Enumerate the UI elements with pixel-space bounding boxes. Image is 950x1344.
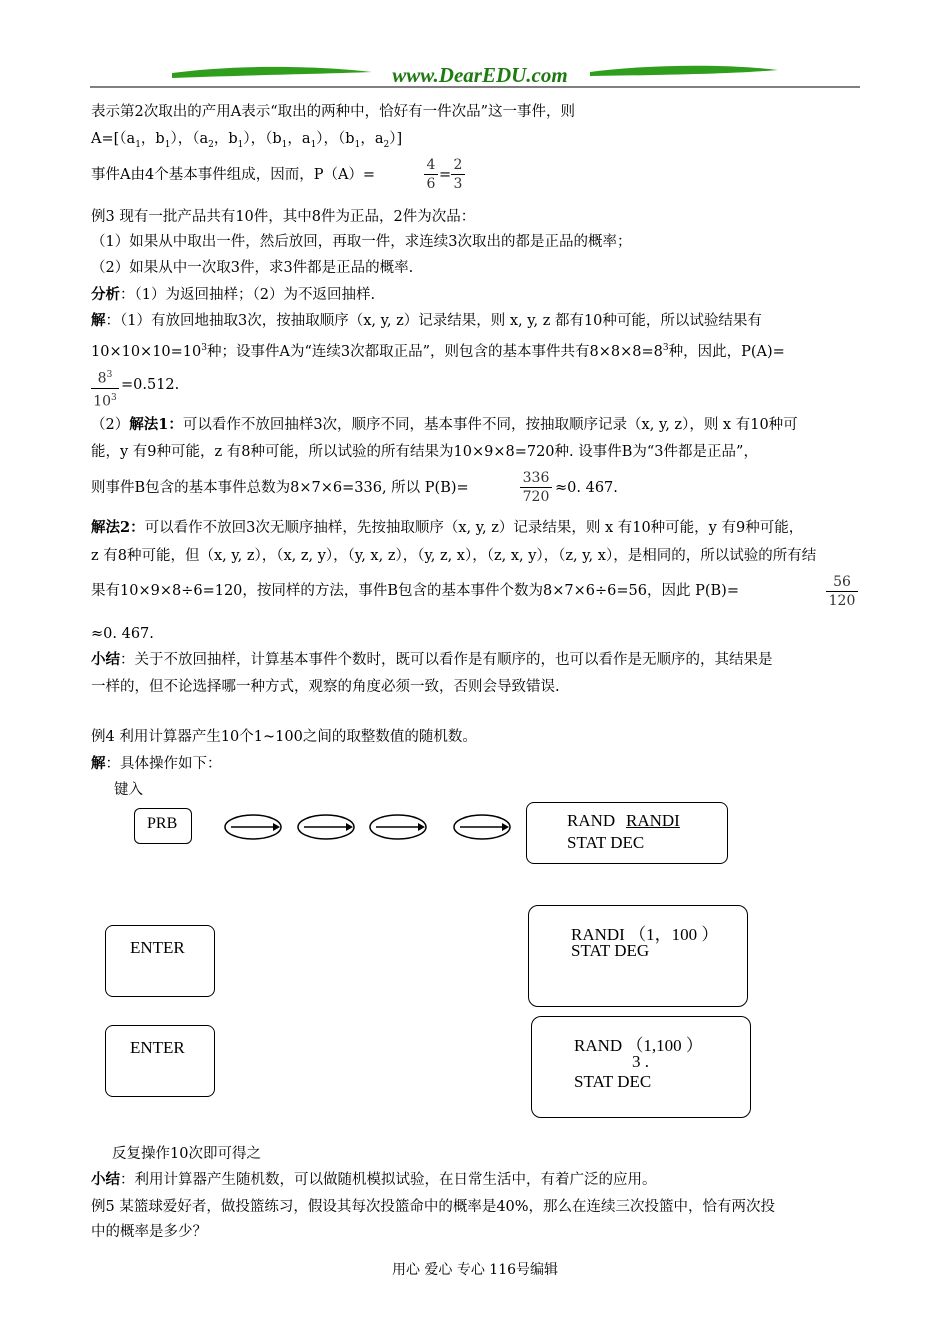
- result-0512: =0.512.: [121, 377, 180, 393]
- method-1-line-2: 能，y 有9种可能，z 有8种可能，所以试验的所有结果为10×9×8=720种. 设事件B为“3件都是正品”，: [91, 444, 758, 460]
- method-2-line-1: 解法2：可以看作不放回3次无顺序抽样，先按抽取顺序（x, y, z）记录结果，则 x 有10种可能，y 有9种可能，: [91, 519, 804, 536]
- arrow-icon: [368, 813, 428, 841]
- repeat-instruction: 反复操作10次即可得之: [112, 1146, 261, 1162]
- summary-2: 小结：利用计算器产生随机数，可以做随机模拟试验，在日常生活中，有着广泛的应用。: [91, 1171, 657, 1188]
- right-swoosh: [590, 66, 778, 76]
- method-2-line-2: z 有8种可能，但（x, y, z），（x, z, y），（y, x, z），（y, z, x），（z, x, y），（z, y, x），是相同的，所以试验的所有结: [91, 548, 817, 564]
- equals-sign: =: [439, 167, 452, 183]
- calculator-screen-3: RAND （1,100 ） 3 . STAT DEC: [531, 1016, 751, 1118]
- example-4-title: 例4 利用计算器产生10个1~100之间的取整数值的随机数。: [91, 729, 477, 745]
- page-footer: 用心 爱心 专心 116号编辑: [391, 1262, 559, 1278]
- calculator-screen-2: RANDI （1，100 ） STAT DEG: [528, 905, 748, 1007]
- calculator-screen-1: RAND RANDI STAT DEC: [526, 802, 728, 864]
- text-line-1: 表示第2次取出的产用A表示“取出的两种中，恰好有一件次品”这一事件，则: [91, 104, 576, 120]
- example-3-part-2: （2）如果从中一次取3件，求3件都是正品的概率.: [91, 260, 414, 276]
- method-2-line-3: 果有10×9×8÷6=120，按同样的方法，事件B包含的基本事件个数为8×7×6÷6=56，因此 P(B)=: [91, 583, 739, 599]
- approx-0467-a: ≈0. 467.: [555, 480, 618, 496]
- site-title: www.DearEDU.com: [392, 63, 568, 87]
- fraction-56-120: $\frac{56}{120}$: [826, 573, 858, 610]
- fraction-2-3: $\frac{2}{3}$: [451, 156, 465, 193]
- solution-line-2: $10\times 10\times 10=10^3$种；设事件A为“连续3次都取正品”，则包含的基本事件共有$8\times 8\times 8=8^3$种，因此，P(A)=: [91, 343, 785, 360]
- header-banner: [90, 60, 860, 92]
- text-line-2: $A=[(a_1$，$b_1$），（$a_2$，$b_1$），（$b_1$，$a_1$），（$b_1$，$a_2$）]: [91, 131, 403, 150]
- example-3-part-1: （1）如果从中取出一件，然后放回，再取一件，求连续3次取出的都是正品的概率；: [91, 234, 632, 250]
- fraction-336-720: $\frac{336}{720}$: [520, 469, 552, 506]
- example-5-line-2: 中的概率是多少？: [91, 1224, 207, 1240]
- arrow-icon: [452, 813, 512, 841]
- fraction-4-6: $\frac{4}{6}$: [424, 156, 438, 193]
- enter-key-2: ENTER: [105, 1025, 215, 1097]
- summary-line-2: 一样的，但不论选择哪一种方式，观察的角度必须一致，否则会导致错误.: [91, 679, 560, 695]
- arrow-icon: [223, 813, 283, 841]
- left-swoosh: [172, 67, 372, 78]
- approx-0467-b: ≈0. 467.: [91, 626, 154, 642]
- example-4-solution: 解：具体操作如下：: [91, 755, 222, 772]
- method-1-line-1: （2）解法1：可以看作不放回抽样3次，顺序不同，基本事件不同，按抽取顺序记录（x, y, z），则 x 有10种可: [91, 416, 798, 433]
- enter-key-1: ENTER: [105, 925, 215, 997]
- solution-line-1: 解：（1）有放回地抽取3次，按抽取顺序（x, y, z）记录结果，则 x, y, z 都有10种可能，所以试验结果有: [91, 312, 762, 329]
- example-3-title: 例3 现有一批产品共有10件，其中8件为正品，2件为次品：: [91, 209, 476, 225]
- key-in-label: 键入: [114, 782, 143, 798]
- fraction-8cubed-10cubed: $\frac{8^3}{10^3}$: [91, 366, 119, 410]
- summary-line-1: 小结：关于不放回抽样，计算基本事件个数时，既可以看作是有顺序的，也可以看作是无顺序的，其结果是: [91, 651, 773, 668]
- method-1-line-3: 则事件B包含的基本事件总数为8×7×6=336, 所以 P(B)=: [91, 480, 469, 496]
- prb-key: PRB: [134, 808, 192, 844]
- analysis-line: 分析：（1）为返回抽样；（2）为不返回抽样.: [91, 286, 376, 303]
- example-5-line-1: 例5 某篮球爱好者，做投篮练习，假设其每次投篮命中的概率是40%，那么在连续三次投篮中，恰有两次投: [91, 1199, 776, 1215]
- text-line-3: 事件A由4个基本事件组成，因而，P（A）=: [91, 167, 376, 183]
- arrow-icon: [296, 813, 356, 841]
